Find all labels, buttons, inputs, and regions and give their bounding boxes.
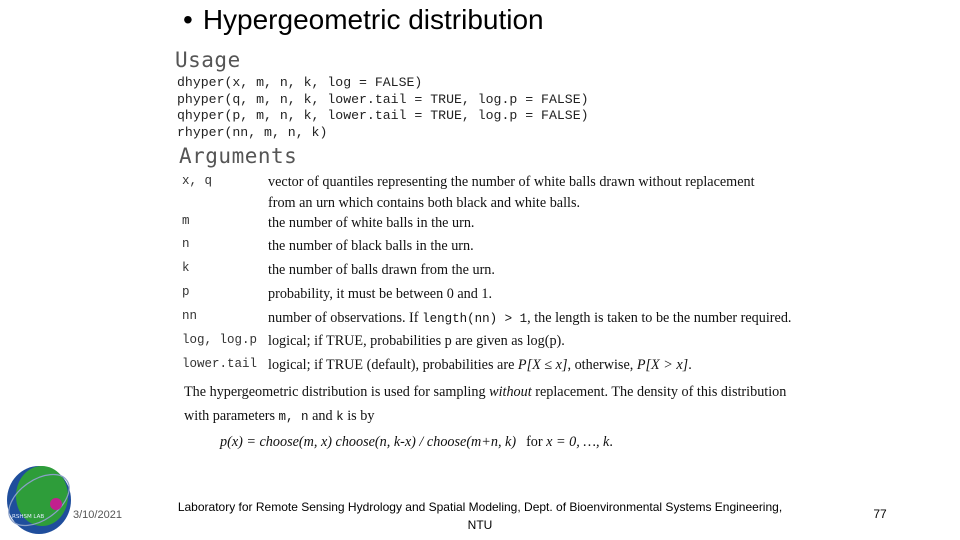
logo-dot — [50, 498, 62, 510]
density-formula-end: . — [609, 434, 613, 450]
details-line-2-and: and — [308, 408, 337, 424]
details-line-2-m-n: m, n — [278, 410, 309, 424]
usage-line-dhyper: dhyper(x, m, n, k, log = FALSE) — [177, 75, 423, 90]
r-help-excerpt — [175, 46, 855, 461]
density-formula-for: for — [526, 434, 547, 450]
slide-title-text: Hypergeometric distribution — [202, 4, 544, 35]
details-line-1-em: without — [489, 384, 532, 400]
arg-name-nn: nn — [182, 309, 198, 323]
usage-line-rhyper: rhyper(nn, m, n, k) — [177, 125, 328, 140]
arg-desc-m: the number of white balls in the urn. — [268, 215, 475, 231]
arg-desc-nn — [268, 310, 791, 327]
arg-desc-lower-tail-b: , otherwise, — [567, 357, 637, 373]
lab-logo — [4, 460, 74, 536]
density-formula-domain: x = 0, …, k — [546, 434, 610, 450]
details-line-2-k: k — [336, 410, 344, 424]
arg-name-x-q: x, q — [182, 174, 213, 188]
arg-desc-nn-code: length(nn) > 1 — [422, 312, 528, 326]
arg-desc-p: probability, it must be between 0 and 1. — [268, 286, 493, 302]
arg-name-lower-tail: lower.tail — [182, 357, 258, 371]
details-line-2 — [184, 408, 374, 425]
page-number: 77 — [873, 507, 887, 521]
details-line-2-a: with parameters — [184, 408, 279, 424]
details-line-1-a: The hypergeometric distribution is used for sampling — [184, 384, 490, 400]
arg-desc-lower-tail-a: logical; if TRUE (default), probabilities are — [268, 357, 518, 373]
arg-desc-log: logical; if TRUE, probabilities p are given as log(p). — [268, 333, 565, 349]
footer-lab-line-1: Laboratory for Remote Sensing Hydrology and Spatial Modeling, Dept. of Bioenvironmental Systems Engineering, — [177, 500, 783, 514]
arg-name-k: k — [182, 261, 190, 275]
arg-name-p: p — [182, 285, 190, 299]
arg-desc-k: the number of balls drawn from the urn. — [268, 262, 495, 278]
density-formula — [220, 434, 613, 451]
arg-desc-n: the number of black balls in the urn. — [268, 238, 474, 254]
arg-desc-nn-b: , the length is taken to be the number required. — [527, 310, 792, 326]
usage-heading: Usage — [175, 48, 241, 72]
footer-lab-name — [140, 498, 820, 534]
footer-lab-line-2: NTU — [467, 518, 493, 532]
arg-desc-lower-tail-em2: P[X > x] — [636, 357, 689, 373]
footer-date: 3/10/2021 — [73, 509, 122, 521]
arg-desc-x-q-cont: from an urn which contains both black and white balls. — [268, 195, 581, 211]
arg-name-log: log, log.p — [182, 333, 258, 347]
arg-desc-lower-tail — [268, 357, 692, 374]
details-line-2-b: is by — [343, 408, 375, 424]
details-line-1-b: replacement. The density of this distribution — [531, 384, 787, 400]
arg-desc-lower-tail-c: . — [688, 357, 692, 373]
usage-line-phyper: phyper(q, m, n, k, lower.tail = TRUE, log.p = FALSE) — [177, 92, 589, 107]
bullet-icon: • — [183, 4, 193, 35]
density-formula-expr: p(x) = choose(m, x) choose(n, k-x) / choose(m+n, k) — [220, 434, 517, 450]
arg-desc-nn-a: number of observations. If — [268, 310, 423, 326]
arguments-heading: Arguments — [179, 144, 298, 168]
arg-desc-lower-tail-em1: P[X ≤ x] — [517, 357, 568, 373]
arg-desc-x-q: vector of quantiles representing the number of white balls drawn without replacement — [268, 174, 755, 190]
arg-name-n: n — [182, 237, 190, 251]
slide-title — [183, 4, 544, 36]
usage-line-qhyper: qhyper(p, m, n, k, lower.tail = TRUE, log.p = FALSE) — [177, 108, 589, 123]
logo-text: RSHSM LAB — [12, 514, 45, 520]
details-line-1 — [184, 384, 786, 401]
arg-name-m: m — [182, 214, 190, 228]
